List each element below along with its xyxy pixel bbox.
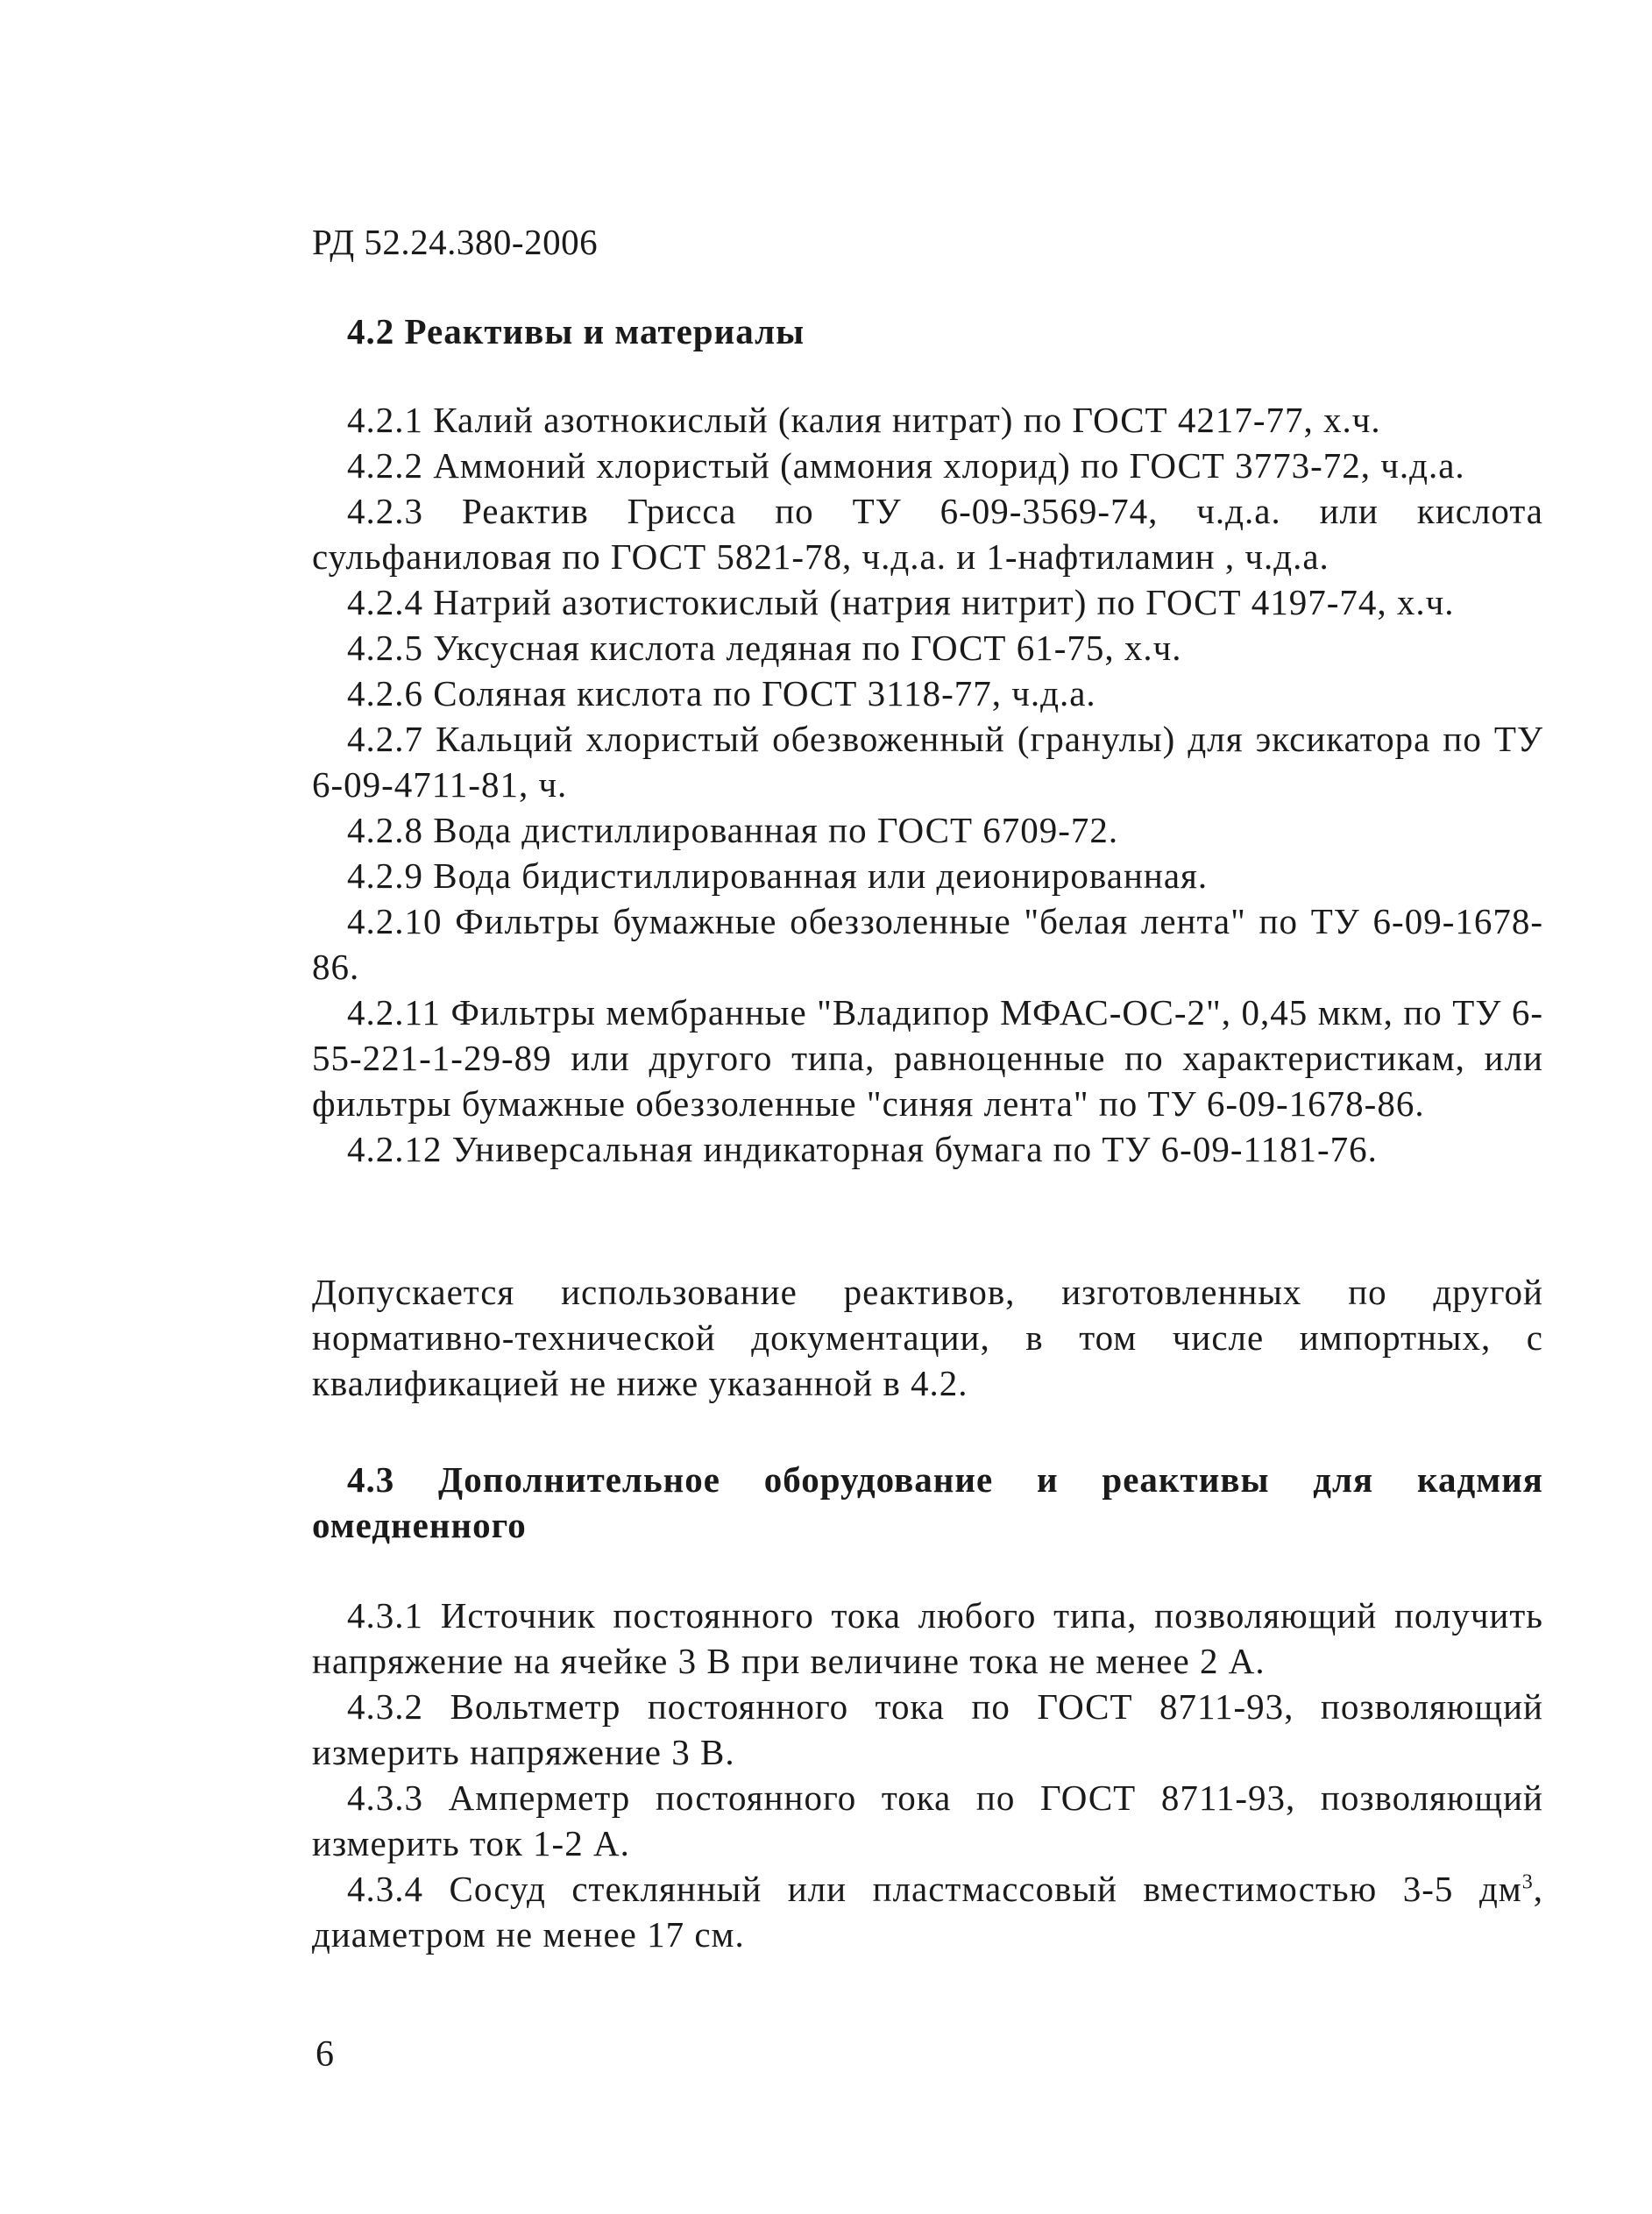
item-4-2-10: 4.2.10 Фильтры бумажные обеззоленные "белая лента" по ТУ 6-09-1678-86. [312,901,1543,987]
page-number: 6 [316,2034,334,2075]
section-4-3-title: 4.3 Дополнительное оборудование и реактивы для кадмия омедненного [312,1459,1543,1545]
item-4-2-1: 4.2.1 Калий азотнокислый (калия нитрат) по ГОСТ 4217-77, х.ч. [347,400,1381,440]
item-4-3-4-text: 4.3.4 Сосуд стеклянный или пластмассовый вместимостью 3-5 дм [347,1869,1522,1909]
section-4-3-list [312,1593,1543,1957]
section-4-2-title: 4.2 Реактивы и материалы [347,311,805,351]
item-4-2-4: 4.2.4 Натрий азотистокислый (натрия нитрит) по ГОСТ 4197-74, х.ч. [347,582,1455,622]
item-4-3-2: 4.3.2 Вольтметр постоянного тока по ГОСТ 8711-93, позволяющий измерить напряжение 3 В. [312,1686,1543,1772]
item-4-2-7: 4.2.7 Кальций хлористый обезвоженный (гранулы) для эксикатора по ТУ 6-09-4711-81, ч. [312,719,1543,805]
item-4-3-1: 4.3.1 Источник постоянного тока любого типа, позволяющий получить напряжение на ячейке 3 В при величине тока не менее 2 А. [312,1595,1543,1681]
item-4-3-4 [312,1866,1543,1957]
item-4-3-4-tail: , диаметром не менее 17 см. [312,1869,1543,1955]
item-4-2-6: 4.2.6 Соляная кислота по ГОСТ 3118-77, ч.д.а. [347,673,1096,713]
section-4-2-list [312,397,1543,1172]
cubic-superscript: 3 [1521,1870,1534,1894]
item-4-2-9: 4.2.9 Вода бидистиллированная или деионированная. [347,855,1209,896]
item-4-2-11: 4.2.11 Фильтры мембранные "Владипор МФАС-ОС-2", 0,45 мкм, по ТУ 6-55-221-1-29-89 или другого типа, равноценные по характеристикам, или фильтры бумажные обеззоленные "синяя лента" по ТУ 6-09-1678-86. [312,992,1543,1124]
substitution-note: Допускается использование реактивов, изготовленных по другой нормативно-технической документации, в том числе импортных, с квалификацией не ниже указанной в 4.2. [312,1272,1543,1403]
item-4-2-8: 4.2.8 Вода дистиллированная по ГОСТ 6709-72. [347,810,1119,850]
item-4-2-5: 4.2.5 Уксусная кислота ледяная по ГОСТ 61-75, х.ч. [347,628,1182,668]
document-code: РД 52.24.380-2006 [312,222,599,262]
item-4-2-12: 4.2.12 Универсальная индикаторная бумага по ТУ 6-09-1181-76. [347,1129,1378,1169]
item-4-3-3: 4.3.3 Амперметр постоянного тока по ГОСТ 8711-93, позволяющий измерить ток 1-2 А. [312,1778,1543,1863]
item-4-2-3: 4.2.3 Реактив Грисса по ТУ 6-09-3569-74, ч.д.а. или кислота сульфаниловая по ГОСТ 5821-78, ч.д.а. и 1-нафтиламин , ч.д.а. [312,491,1543,577]
item-4-2-2: 4.2.2 Аммоний хлористый (аммония хлорид) по ГОСТ 3773-72, ч.д.а. [347,445,1465,486]
